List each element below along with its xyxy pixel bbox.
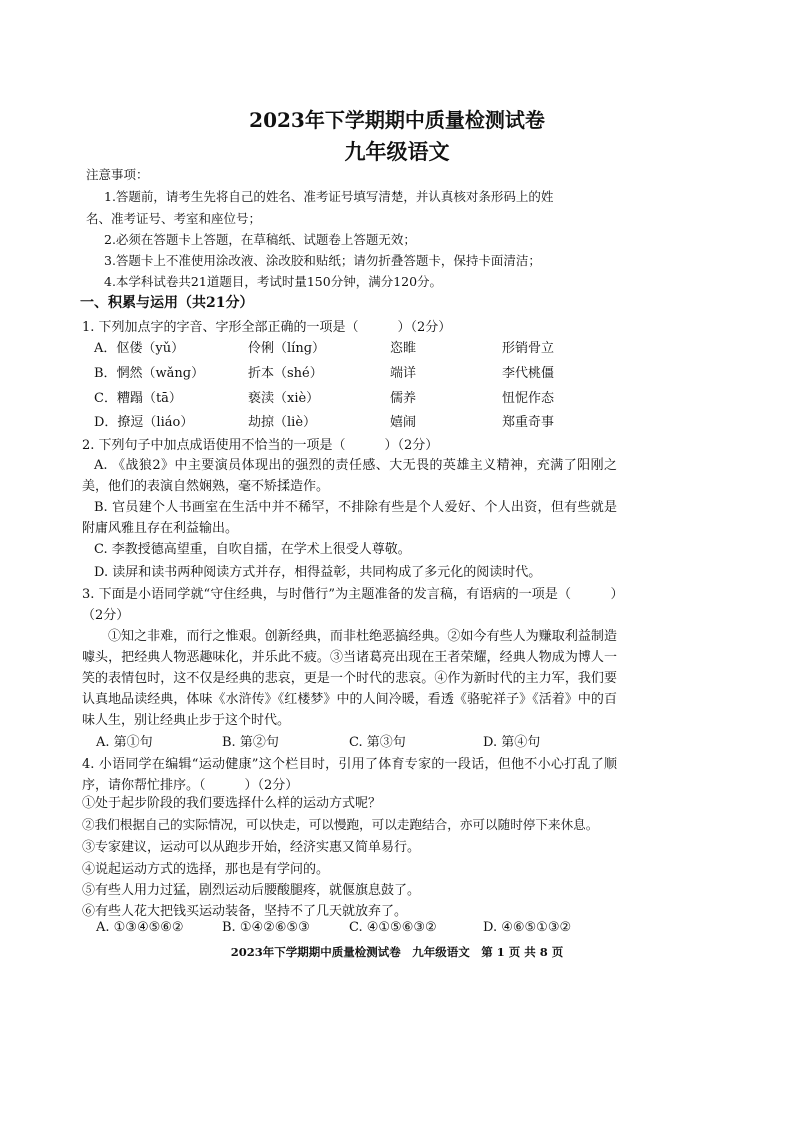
notice-item: 2.必须在答题卡上答题，在草稿纸、试题卷上答题无效； <box>104 232 416 247</box>
q3-passage: ①知之非难，而行之惟艰。创新经典，而非杜绝恶搞经典。②如今有些人为赚取利益制造噱头，把经典人物恶趣味化，并乐此不疲。③当诸葛亮出现在王者荣耀，经典人物成为博人一笑的表情包时，这不仅是经典的悲哀，更是一个时代的悲哀。④作为新时代的主力军，我们要认真地品读经典，体味《水浒传》《红楼梦》中的人间冷暖，看透《骆驼祥子》《活着》中的百味人生，别让经典止步于这个时代。 <box>82 629 617 728</box>
q2-option-d: D. 读屏和读书两种阅读方式并存，相得益彰，共同构成了多元化的阅读时代。 <box>94 565 542 580</box>
q4-line: ⑥有些人花大把钱买运动装备，坚持不了几天就放弃了。 <box>82 904 408 919</box>
q1-option-cell: 端详 <box>390 366 417 381</box>
q1-option-cell: 劫掠（liè） <box>248 415 317 430</box>
q1-option-cell: 形销骨立 <box>502 341 555 356</box>
q3-option: A. 第①句 <box>96 735 153 750</box>
q4-line: ④说起运动方式的选择，那也是有学问的。 <box>82 862 330 877</box>
question-3-stem: 3. 下面是小语同学就“守住经典，与时偕行”为主题准备的发言稿，有语病的一项是（ ）（2分） <box>82 587 617 623</box>
q2-option-b: B. 官员建个人书画室在生活中并不稀罕，不排除有些是个人爱好、个人出资，但有些就是附庸风雅且存在利益输出。 <box>82 500 617 536</box>
q4-option: C. ④①⑤⑥③② <box>349 920 437 935</box>
q3-option: D. 第④句 <box>483 735 541 750</box>
q1-option-cell: D．撩逗（liáo） <box>94 415 194 430</box>
q4-line: ⑤有些人用力过猛，剧烈运动后腰酸腿疼，就偃旗息鼓了。 <box>82 883 421 898</box>
q1-option-cell: C．糟蹋（tā） <box>94 391 182 406</box>
q1-option-cell: 忸怩作态 <box>502 391 555 406</box>
notice-item: 名、准考证号、考室和座位号； <box>86 211 262 226</box>
question-1-stem: 1. 下列加点字的字音、字形全部正确的一项是（ ）（2分） <box>82 320 452 335</box>
q3-option: B. 第②句 <box>222 735 279 750</box>
q4-line: ①处于起步阶段的我们要选择什么样的运动方式呢？ <box>82 796 382 811</box>
q3-option: C. 第③句 <box>349 735 406 750</box>
q1-option-cell: 恣睢 <box>390 341 417 356</box>
q4-line: ③专家建议，运动可以从跑步开始，经济实惠又简单易行。 <box>82 840 421 855</box>
q1-option-cell: 郑重奇事 <box>502 415 555 430</box>
q1-option-cell: B．惘然（wǎnɡ） <box>94 366 205 381</box>
exam-subtitle: 九年级语文 <box>344 139 450 164</box>
question-4-stem: 4. 小语同学在编辑“运动健康”这个栏目时，引用了体育专家的一段话，但他不小心打乱了顺序，请你帮忙排序。（ ）（2分） <box>82 757 617 793</box>
q1-option-cell: A．伛偻（yǔ） <box>94 341 185 356</box>
q2-option-c: C. 李教授德高望重，自吹自擂，在学术上很受人尊敬。 <box>94 542 411 557</box>
page-footer: 2023年下学期期中质量检测试卷 九年级语文 第 1 页 共 8 页 <box>230 945 564 959</box>
q2-option-a: A. 《战狼2》中主要演员体现出的强烈的责任感、大无畏的英雄主义精神，充满了阳刚之美，他们的表演自然娴熟，毫不矫揉造作。 <box>82 458 617 494</box>
q1-option-cell: 伶俐（línɡ） <box>248 341 326 356</box>
section-heading: 一、积累与运用（共21分） <box>80 295 254 311</box>
notice-heading: 注意事项： <box>86 167 149 182</box>
q1-option-cell: 李代桃僵 <box>502 366 555 381</box>
q1-option-cell: 儒养 <box>390 391 417 406</box>
notice-item: 3.答题卡上不准使用涂改液、涂改胶和贴纸；请勿折叠答题卡，保持卡面清洁； <box>104 253 541 268</box>
notice-item: 4.本学科试卷共21道题目，考试时量150分钟，满分120分。 <box>104 274 443 289</box>
q1-option-cell: 嬉闹 <box>390 415 417 430</box>
q1-option-cell: 亵渎（xiè） <box>248 391 320 406</box>
q1-option-cell: 折本（shé） <box>248 366 323 381</box>
q4-option: D. ④⑥⑤①③② <box>483 920 572 935</box>
question-2-stem: 2. 下列句子中加点成语使用不恰当的一项是（ ）（2分） <box>82 438 439 453</box>
q4-line: ②我们根据自己的实际情况，可以快走，可以慢跑，可以走跑结合，亦可以随时停下来休息。 <box>82 817 599 832</box>
exam-title: 2023年下学期期中质量检测试卷 <box>249 108 545 132</box>
notice-item: 1.答题前，请考生先将自己的姓名、准考证号填写清楚，并认真核对条形码上的姓 <box>104 189 554 204</box>
q4-option: A. ①③④⑤⑥② <box>96 920 184 935</box>
q4-option: B. ①④②⑥⑤③ <box>222 920 310 935</box>
